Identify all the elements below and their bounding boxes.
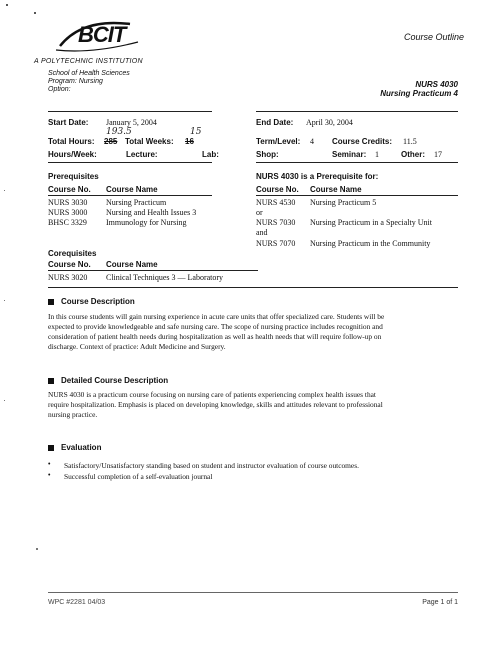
tagline: A POLYTECHNIC INSTITUTION [34, 58, 143, 65]
total-hours-handwritten: 193.5 [106, 127, 132, 137]
total-hours-label: Total Hours: [48, 137, 95, 146]
hours-week-label: Hours/Week: [48, 150, 97, 159]
detailed-description-heading: Detailed Course Description [61, 376, 169, 385]
evaluation-item: Successful completion of a self-evaluation journal [64, 472, 213, 481]
text-line: NURS 4030 is a practicum course focusing on nursing care of patients experiencing complex health issues that [48, 390, 376, 399]
prereq-for-heading: NURS 4030 is a Prerequisite for: [256, 172, 379, 181]
prereq-col-name: Course Name [106, 185, 158, 194]
program-name: Program: Nursing [48, 78, 103, 85]
section-bullet-icon [48, 378, 54, 384]
divider [48, 162, 212, 163]
scan-speck [34, 12, 36, 14]
course-description-text [48, 312, 468, 352]
divider [48, 195, 212, 196]
divider [48, 287, 458, 288]
coreq-row-no: NURS 3020 [48, 273, 88, 282]
total-weeks-handwritten: 15 [190, 127, 202, 137]
prereq-col-no: Course No. [48, 185, 91, 194]
total-hours-struck: 285 [104, 137, 118, 146]
seminar-label: Seminar: [332, 150, 367, 159]
doc-type: Course Outline [404, 32, 465, 42]
prereq-row-name: Nursing and Health Issues 3 [106, 208, 197, 217]
term-label: Term/Level: [256, 137, 301, 146]
coreq-col-name: Course Name [106, 260, 158, 269]
prereq-row-no: NURS 3000 [48, 208, 88, 217]
divider [48, 111, 212, 112]
bcit-logo [52, 16, 142, 54]
bullet-dot-icon: • [48, 461, 51, 468]
prereq-for-row-name: Nursing Practicum in a Specialty Unit [310, 218, 432, 227]
footer-divider [48, 592, 458, 593]
divider [256, 195, 458, 196]
start-date-label: Start Date: [48, 118, 89, 127]
term-value: 4 [310, 137, 314, 146]
divider [256, 162, 458, 163]
divider [256, 111, 458, 112]
prereq-for-row-no: and [256, 228, 268, 237]
option-label: Option: [48, 86, 71, 93]
end-date-label: End Date: [256, 118, 294, 127]
total-weeks-label: Total Weeks: [125, 137, 174, 146]
scan-speck [4, 400, 5, 401]
divider [48, 270, 258, 271]
section-bullet-icon [48, 445, 54, 451]
prereq-row-no: BHSC 3329 [48, 218, 87, 227]
seminar-value: 1 [375, 150, 379, 159]
section-bullet-icon [48, 299, 54, 305]
coreq-heading: Corequisites [48, 249, 97, 258]
lab-label: Lab: [202, 150, 219, 159]
shop-label: Shop: [256, 150, 279, 159]
other-label: Other: [401, 150, 425, 159]
prereq-for-col-no: Course No. [256, 185, 299, 194]
prereq-heading: Prerequisites [48, 172, 99, 181]
school-name: School of Health Sciences [48, 70, 130, 77]
prereq-for-row-no: NURS 7070 [256, 239, 296, 248]
start-date-value: January 5, 2004 [106, 118, 157, 127]
prereq-for-row-name: Nursing Practicum 5 [310, 198, 377, 207]
prereq-row-no: NURS 3030 [48, 198, 88, 207]
detailed-description-text [48, 390, 468, 420]
total-weeks-struck: 16 [185, 137, 194, 146]
text-line: nursing practice. [48, 410, 98, 419]
text-line: expected to provide knowledgeable and safe nursing care. The scope of nursing practice includes recognition and [48, 322, 383, 331]
coreq-row-name: Clinical Techniques 3 — Laboratory [106, 273, 224, 282]
footer-left: WPC #2281 04/03 [48, 599, 106, 606]
evaluation-item: Satisfactory/Unsatisfactory standing based on student and instructor evaluation of course outcomes. [64, 461, 359, 470]
prereq-for-row-no: NURS 7030 [256, 218, 296, 227]
prereq-for-row-no: NURS 4530 [256, 198, 296, 207]
bullet-dot-icon: • [48, 472, 51, 479]
scan-speck [4, 300, 5, 301]
text-line: discharge. Context of practice: Adult Medicine and Surgery. [48, 342, 226, 351]
prereq-for-col-name: Course Name [310, 185, 362, 194]
course-code: NURS 4030 [415, 80, 458, 89]
scan-speck [36, 548, 38, 550]
end-date-value: April 30, 2004 [306, 118, 353, 127]
credits-label: Course Credits: [332, 137, 393, 146]
coreq-col-no: Course No. [48, 260, 91, 269]
lecture-label: Lecture: [126, 150, 158, 159]
logo-text: BCIT [78, 22, 126, 47]
other-value: 17 [434, 150, 442, 159]
footer-page: Page 1 of 1 [422, 599, 458, 606]
prereq-row-name: Nursing Practicum [106, 198, 167, 207]
scan-speck [6, 4, 8, 6]
prereq-for-row-no: or [256, 208, 263, 217]
scan-speck [4, 190, 5, 191]
evaluation-heading: Evaluation [61, 443, 102, 452]
text-line: consideration of patient health needs during hospitalization as well as health needs that will require follow-up on [48, 332, 382, 341]
course-title: Nursing Practicum 4 [380, 89, 458, 98]
text-line: In this course students will gain nursing experience in acute care units that offer specialized care. Students will be [48, 312, 385, 321]
prereq-row-name: Immunology for Nursing [106, 218, 187, 227]
credits-value: 11.5 [403, 137, 417, 146]
course-description-heading: Course Description [61, 297, 135, 306]
text-line: require hospitalization. Emphasis is placed on developing knowledge, skills and attitudes relevant to professional [48, 400, 383, 409]
prereq-for-row-name: Nursing Practicum in the Community [310, 239, 431, 248]
